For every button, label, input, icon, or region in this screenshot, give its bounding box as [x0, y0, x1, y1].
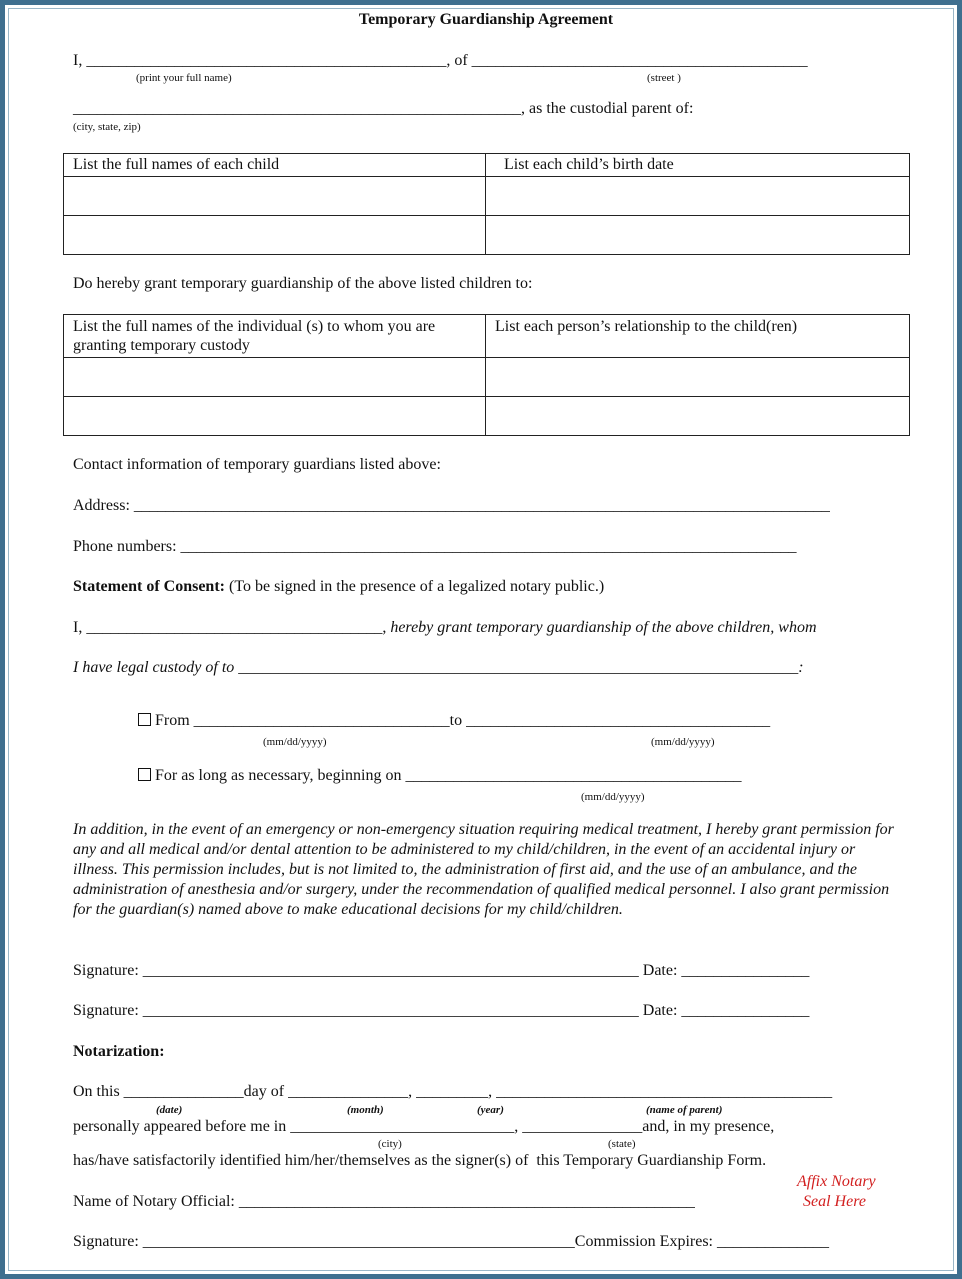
consent-name-blank[interactable]: I, _____________________________________,: [73, 619, 387, 636]
guardians-table-header-relationship: List each person’s relationship to the child(ren): [486, 315, 910, 358]
caption-full-name: (print your full name): [136, 72, 232, 84]
phone-numbers-line[interactable]: Phone numbers: _____________________________________________________________________________: [73, 538, 797, 555]
option-from-to[interactable]: [138, 712, 770, 730]
guardian-relationship-cell[interactable]: [486, 397, 910, 436]
address-line[interactable]: Address: _______________________________________________________________________________________: [73, 497, 830, 514]
notary-city-state-line[interactable]: personally appeared before me in ____________________________, _______________and, in my presence,: [73, 1118, 775, 1135]
option-necessary-text[interactable]: For as long as necessary, beginning on __________________________________________: [151, 767, 742, 784]
child-birthdate-cell[interactable]: [486, 177, 910, 216]
city-state-zip-line[interactable]: ________________________________________________________, as the custodial parent of:: [73, 100, 694, 117]
child-name-cell[interactable]: [64, 177, 486, 216]
grant-statement: Do hereby grant temporary guardianship of the above listed children to:: [73, 275, 533, 292]
from-checkbox[interactable]: [138, 713, 151, 726]
guardian-name-cell[interactable]: [64, 397, 486, 436]
caption-city: (city): [378, 1138, 402, 1150]
caption-name-of-parent: (name of parent): [646, 1104, 723, 1116]
consent-heading-line: [73, 578, 604, 596]
caption-city-state-zip: (city, state, zip): [73, 121, 141, 133]
caption-state: (state): [608, 1138, 636, 1150]
guardian-relationship-cell[interactable]: [486, 358, 910, 397]
notary-official-name-line[interactable]: Name of Notary Official: _________________________________________________________: [73, 1193, 695, 1210]
caption-date: (date): [156, 1104, 183, 1116]
consent-heading: Statement of Consent:: [73, 578, 225, 595]
notary-date-parent-line[interactable]: On this _______________day of _______________, _________, __________________________________________: [73, 1083, 833, 1100]
children-table-header-birthdate: List each child’s birth date: [486, 154, 910, 177]
children-table: [63, 153, 910, 255]
notary-signature-commission-line[interactable]: Signature: ______________________________________________________Commission Expires: ______________: [73, 1233, 829, 1250]
parent-name-street-line[interactable]: I, _____________________________________________, of __________________________________________: [73, 52, 808, 69]
option-from-to-text[interactable]: From ________________________________to ______________________________________: [151, 712, 771, 729]
notary-seal-label-line-1: Affix Notary: [797, 1173, 876, 1190]
guardians-table-header-names: List the full names of the individual (s) to whom you are granting temporary custody: [64, 315, 486, 358]
caption-to-date: (mm/dd/yyyy): [651, 736, 715, 748]
notary-seal-label-line-2: Seal Here: [803, 1193, 866, 1210]
guardian-name-cell[interactable]: [64, 358, 486, 397]
document-title: Temporary Guardianship Agreement: [358, 11, 614, 28]
notary-identification-statement: has/have satisfactorily identified him/her/themselves as the signer(s) of this Temporary Guardianship Form.: [73, 1152, 767, 1169]
caption-month: (month): [347, 1104, 384, 1116]
consent-custody-line[interactable]: I have legal custody of to ______________________________________________________________________:: [73, 659, 804, 676]
signature-line-2[interactable]: Signature: ______________________________________________________________ Date: ________________: [73, 1002, 810, 1019]
necessary-checkbox[interactable]: [138, 768, 151, 781]
medical-permission-paragraph: In addition, in the event of an emergency or non-emergency situation requiring medical treatment, I hereby grant permission for any and all medical and/or dental attention to be administered to my child/children, in the event of an accidental injury or illness. This permission includes, but is not limited to, the administration of first aid, and the use of an ambulance, and the administration of anesthesia and/or surgery, under the recommendation of qualified medical personnel. I also grant permission for the guardian(s) named above to make educational decisions for my child/children.: [73, 821, 894, 918]
caption-year: (year): [477, 1104, 504, 1116]
caption-street: (street ): [647, 72, 681, 84]
consent-note: (To be signed in the presence of a legalized notary public.): [224, 578, 605, 595]
notarization-heading: Notarization:: [73, 1043, 165, 1060]
child-name-cell[interactable]: [64, 216, 486, 255]
caption-from-date: (mm/dd/yyyy): [263, 736, 327, 748]
consent-grant-text: hereby grant temporary guardianship of the above children, whom: [386, 619, 817, 636]
option-as-long-as-necessary[interactable]: [138, 767, 741, 785]
child-birthdate-cell[interactable]: [486, 216, 910, 255]
children-table-header-name: List the full names of each child: [64, 154, 486, 177]
guardians-table: [63, 314, 910, 436]
contact-heading: Contact information of temporary guardians listed above:: [73, 456, 441, 473]
caption-beginning-date: (mm/dd/yyyy): [581, 791, 645, 803]
signature-line-1[interactable]: Signature: ______________________________________________________________ Date: ________________: [73, 962, 810, 979]
consent-line-1[interactable]: [73, 619, 817, 637]
